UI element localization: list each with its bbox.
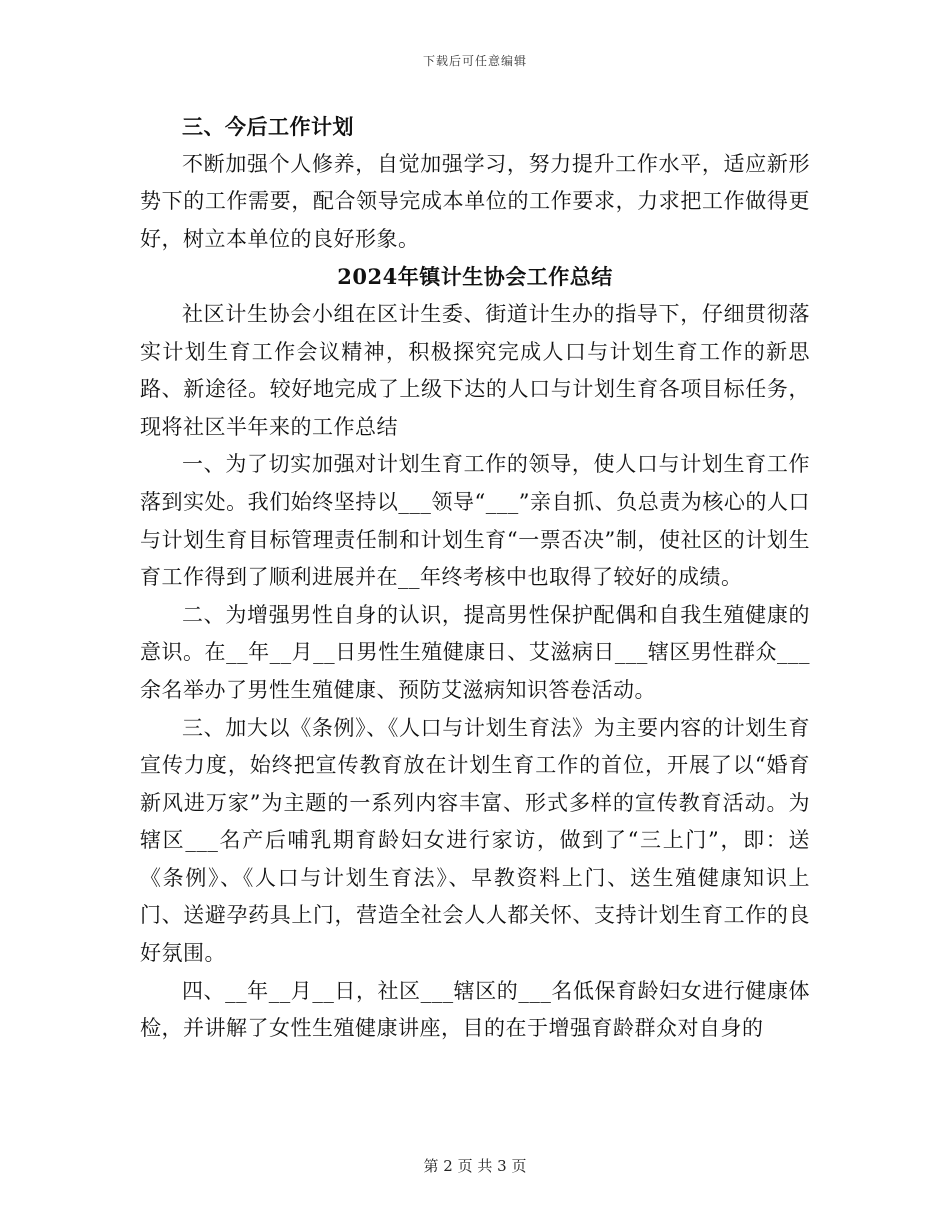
item-one-paragraph: 一、为了切实加强对计划生育工作的领导，使人口与计划生育工作落到实处。我们始终坚持以___领导“___”亲自抓、负总责为核心的人口与计划生育目标管理责任制和计划生育“一票否决”制，使社区的计划生育工作得到了顺利进展并在__年终考核中也取得了较好的成绩。	[140, 452, 810, 590]
intro-paragraph: 社区计生协会小组在区计生委、街道计生办的指导下，仔细贯彻落实计划生育工作会议精神，积极探究完成人口与计划生育工作的新思路、新途径。较好地完成了上级下达的人口与计划生育各项目标任务，现将社区半年来的工作总结	[140, 301, 810, 439]
document-title: 2024年镇计生协会工作总结	[337, 264, 613, 290]
page-header-note: 下载后可任意编辑	[422, 54, 527, 68]
section-heading-work-plan: 三、今后工作计划	[182, 114, 354, 139]
page-number: 第 2 页 共 3 页	[423, 1157, 527, 1175]
work-plan-paragraph: 不断加强个人修养，自觉加强学习，努力提升工作水平，适应新形势下的工作需要，配合领导完成本单位的工作要求，力求把工作做得更好，树立本单位的良好形象。	[140, 151, 810, 251]
item-two-paragraph: 二、为增强男性自身的认识，提高男性保护配偶和自我生殖健康的意识。在__年__月__日男性生殖健康日、艾滋病日___辖区男性群众___余名举办了男性生殖健康、预防艾滋病知识答卷活动。	[140, 602, 810, 702]
item-four-paragraph: 四、__年__月__日，社区___辖区的___名低保育龄妇女进行健康体检，并讲解了女性生殖健康讲座，目的在于增强育龄群众对自身的	[140, 978, 810, 1041]
item-three-paragraph: 三、加大以《条例》、《人口与计划生育法》为主要内容的计划生育宣传力度，始终把宣传教育放在计划生育工作的首位，开展了以“婚育新风进万家”为主题的一系列内容丰富、形式多样的宣传教育活动。为辖区___名产后哺乳期育龄妇女进行家访，做到了“三上门”，即：送《条例》、《人口与计划生育法》、早教资料上门、送生殖健康知识上门、送避孕药具上门，营造全社会人人都关怀、支持计划生育工作的良好氛围。	[140, 715, 810, 966]
document-body	[140, 108, 810, 1048]
